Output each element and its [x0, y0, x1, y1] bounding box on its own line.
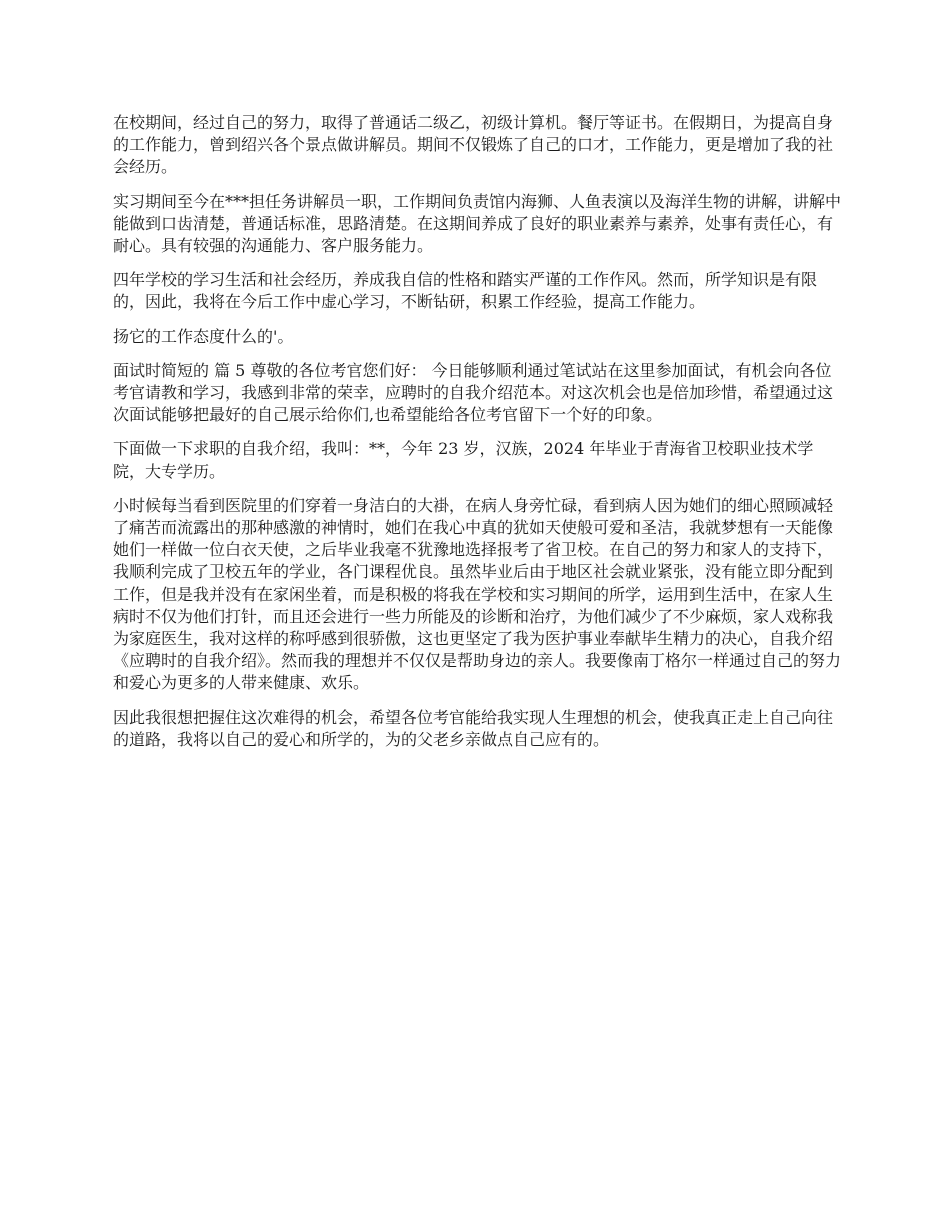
- paragraph-education: 在校期间，经过自己的努力，取得了普通话二级乙，初级计算机。餐厅等证书。在假期日，为提高自身的工作能力，曾到绍兴各个景点做讲解员。期间不仅锻炼了自己的口才，工作能力，更是增加了我的社会经历。: [113, 113, 834, 177]
- paragraph-work-attitude: 扬它的工作态度什么的'。: [113, 326, 294, 346]
- document-page: [113, 112, 843, 763]
- paragraph-closing: 因此我很想把握住这次难得的机会，希望各位考官能给我实现人生理想的机会，使我真正走上自己向往的道路，我将以自己的爱心和所学的，为的父老乡亲做点自己应有的。: [113, 707, 834, 749]
- paragraph-interview-greeting: 面试时简短的 篇 5 尊敬的各位考官您们好： 今日能够顺利通过笔试站在这里参加面试，有机会向各位考官请教和学习，我感到非常的荣幸，应聘时的自我介绍范本。对这次机会也是倍加珍惜，希望通过这次面试能够把最好的自己展示给你们,也希望能给各位考官留下一个好的印象。: [113, 360, 834, 425]
- paragraph-internship: 实习期间至今在***担任务讲解员一职，工作期间负责馆内海狮、人鱼表演以及海洋生物的讲解，讲解中能做到口齿清楚，普通话标准，思路清楚。在这期间养成了良好的职业素养与素养，处事有责任心，有耐心。具有较强的沟通能力、客户服务能力。: [113, 191, 842, 256]
- paragraph-self-intro: 下面做一下求职的自我介绍，我叫：**，今年 23 岁，汉族，2024 年毕业于青海省卫校职业技术学院，大专学历。: [113, 439, 814, 481]
- paragraph-school-life: 四年学校的学习生活和社会经历，养成我自信的性格和踏实严谨的工作作风。然而，所学知识是有限的，因此，我将在今后工作中虚心学习，不断钻研，积累工作经验，提高工作能力。: [113, 270, 818, 312]
- paragraph-childhood-dream: 小时候每当看到医院里的们穿着一身洁白的大褂，在病人身旁忙碌，看到病人因为她们的细心照顾减轻了痛苦而流露出的那种感激的神情时，她们在我心中真的犹如天使般可爱和圣洁，我就梦想有一天能像她们一样做一位白衣天使，之后毕业我毫不犹豫地选择报考了省卫校。在自己的努力和家人的支持下，我顺利完成了卫校五年的学业，各门课程优良。虽然毕业后由于地区社会就业紧张，没有能立即分配到工作，但是我并没有在家闲坐着，而是积极的将我在学校和实习期间的所学，运用到生活中，在家人生病时不仅为他们打针，而且还会进行一些力所能及的诊断和治疗，为他们减少了不少麻烦，家人戏称我为家庭医生，我对这样的称呼感到很骄傲，这也更坚定了我为医护事业奉献毕生精力的决心，自我介绍《应聘时的自我介绍》。然而我的理想并不仅仅是帮助身边的亲人。我要像南丁格尔一样通过自己的努力和爱心为更多的人带来健康、欢乐。: [113, 495, 842, 693]
